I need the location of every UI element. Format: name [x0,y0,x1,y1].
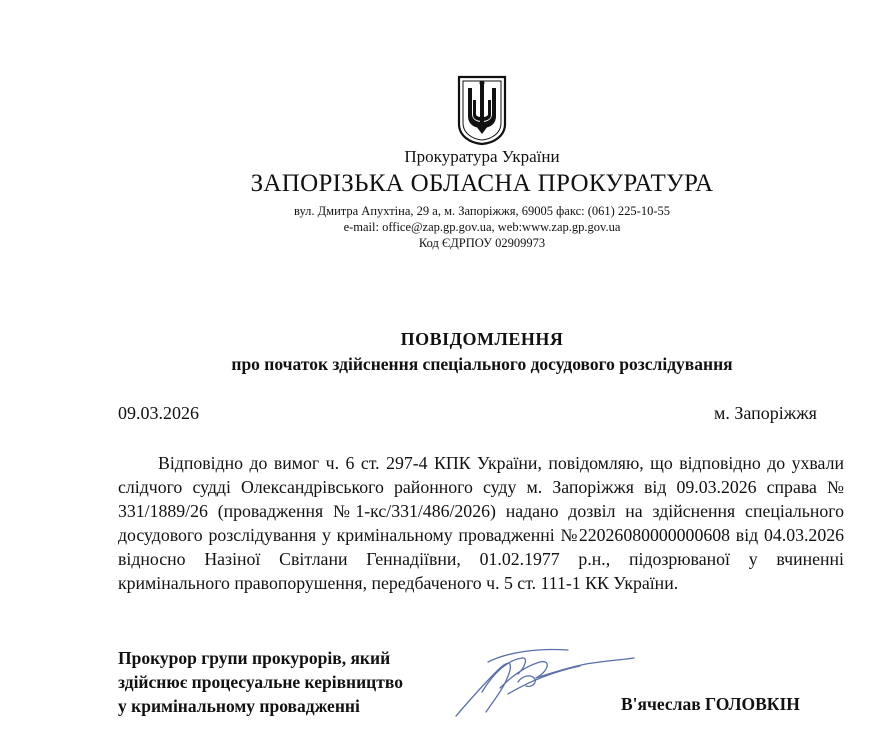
signatory-title-line: здійснює процесуальне керівництво [118,672,403,692]
signatory-name: В'ячеслав ГОЛОВКІН [621,694,800,714]
edrpou-line: Код ЄДРПОУ 02909973 [418,236,546,250]
document-subtitle: про початок здійснення спеціального досудового розслідування [231,354,733,374]
org-name: ЗАПОРІЗЬКА ОБЛАСНА ПРОКУРАТУРА [250,170,714,197]
coat-of-arms-icon [456,74,508,146]
email-web-line: e-mail: office@zap.gp.gov.ua, web:www.zap.gp.gov.ua [343,220,621,234]
document-title: ПОВІДОМЛЕННЯ [400,329,564,349]
signatory-title-line: Прокурор групи прокурорів, який [118,648,391,668]
signatory-title-line: у кримінальному провадженні [118,696,360,716]
parent-org-name: Прокуратура України [404,147,560,166]
document-date: 09.03.2026 [118,403,199,423]
signatory-title [118,646,458,718]
document-city: м. Запоріжжя [714,403,817,423]
document-body: Відповідно до вимог ч. 6 ст. 297-4 КПК України, повідомляю, що відповідно до ухвали слідчого судді Олександрівського районного суду м. Запоріжжя від 09.03.2026 справа № 331/1889/26 (провадження №1-кс/331/486/2026) надано дозвіл на здійснення спеціального досудового розслідування у кримінальному провадженні №22026080000000608 від 04.03.2026 відносно Назіної Світлани Геннадіївни, 01.02.1977 р.н., підозрюваної у вчиненні кримінального правопорушення, передбаченого ч. 5 ст. 111-1 КК України. [118,453,844,593]
handwritten-signature [448,642,638,722]
address-line: вул. Дмитра Апухтіна, 29 а, м. Запоріжжя, 69005 факс: (061) 225-10-55 [293,204,671,218]
